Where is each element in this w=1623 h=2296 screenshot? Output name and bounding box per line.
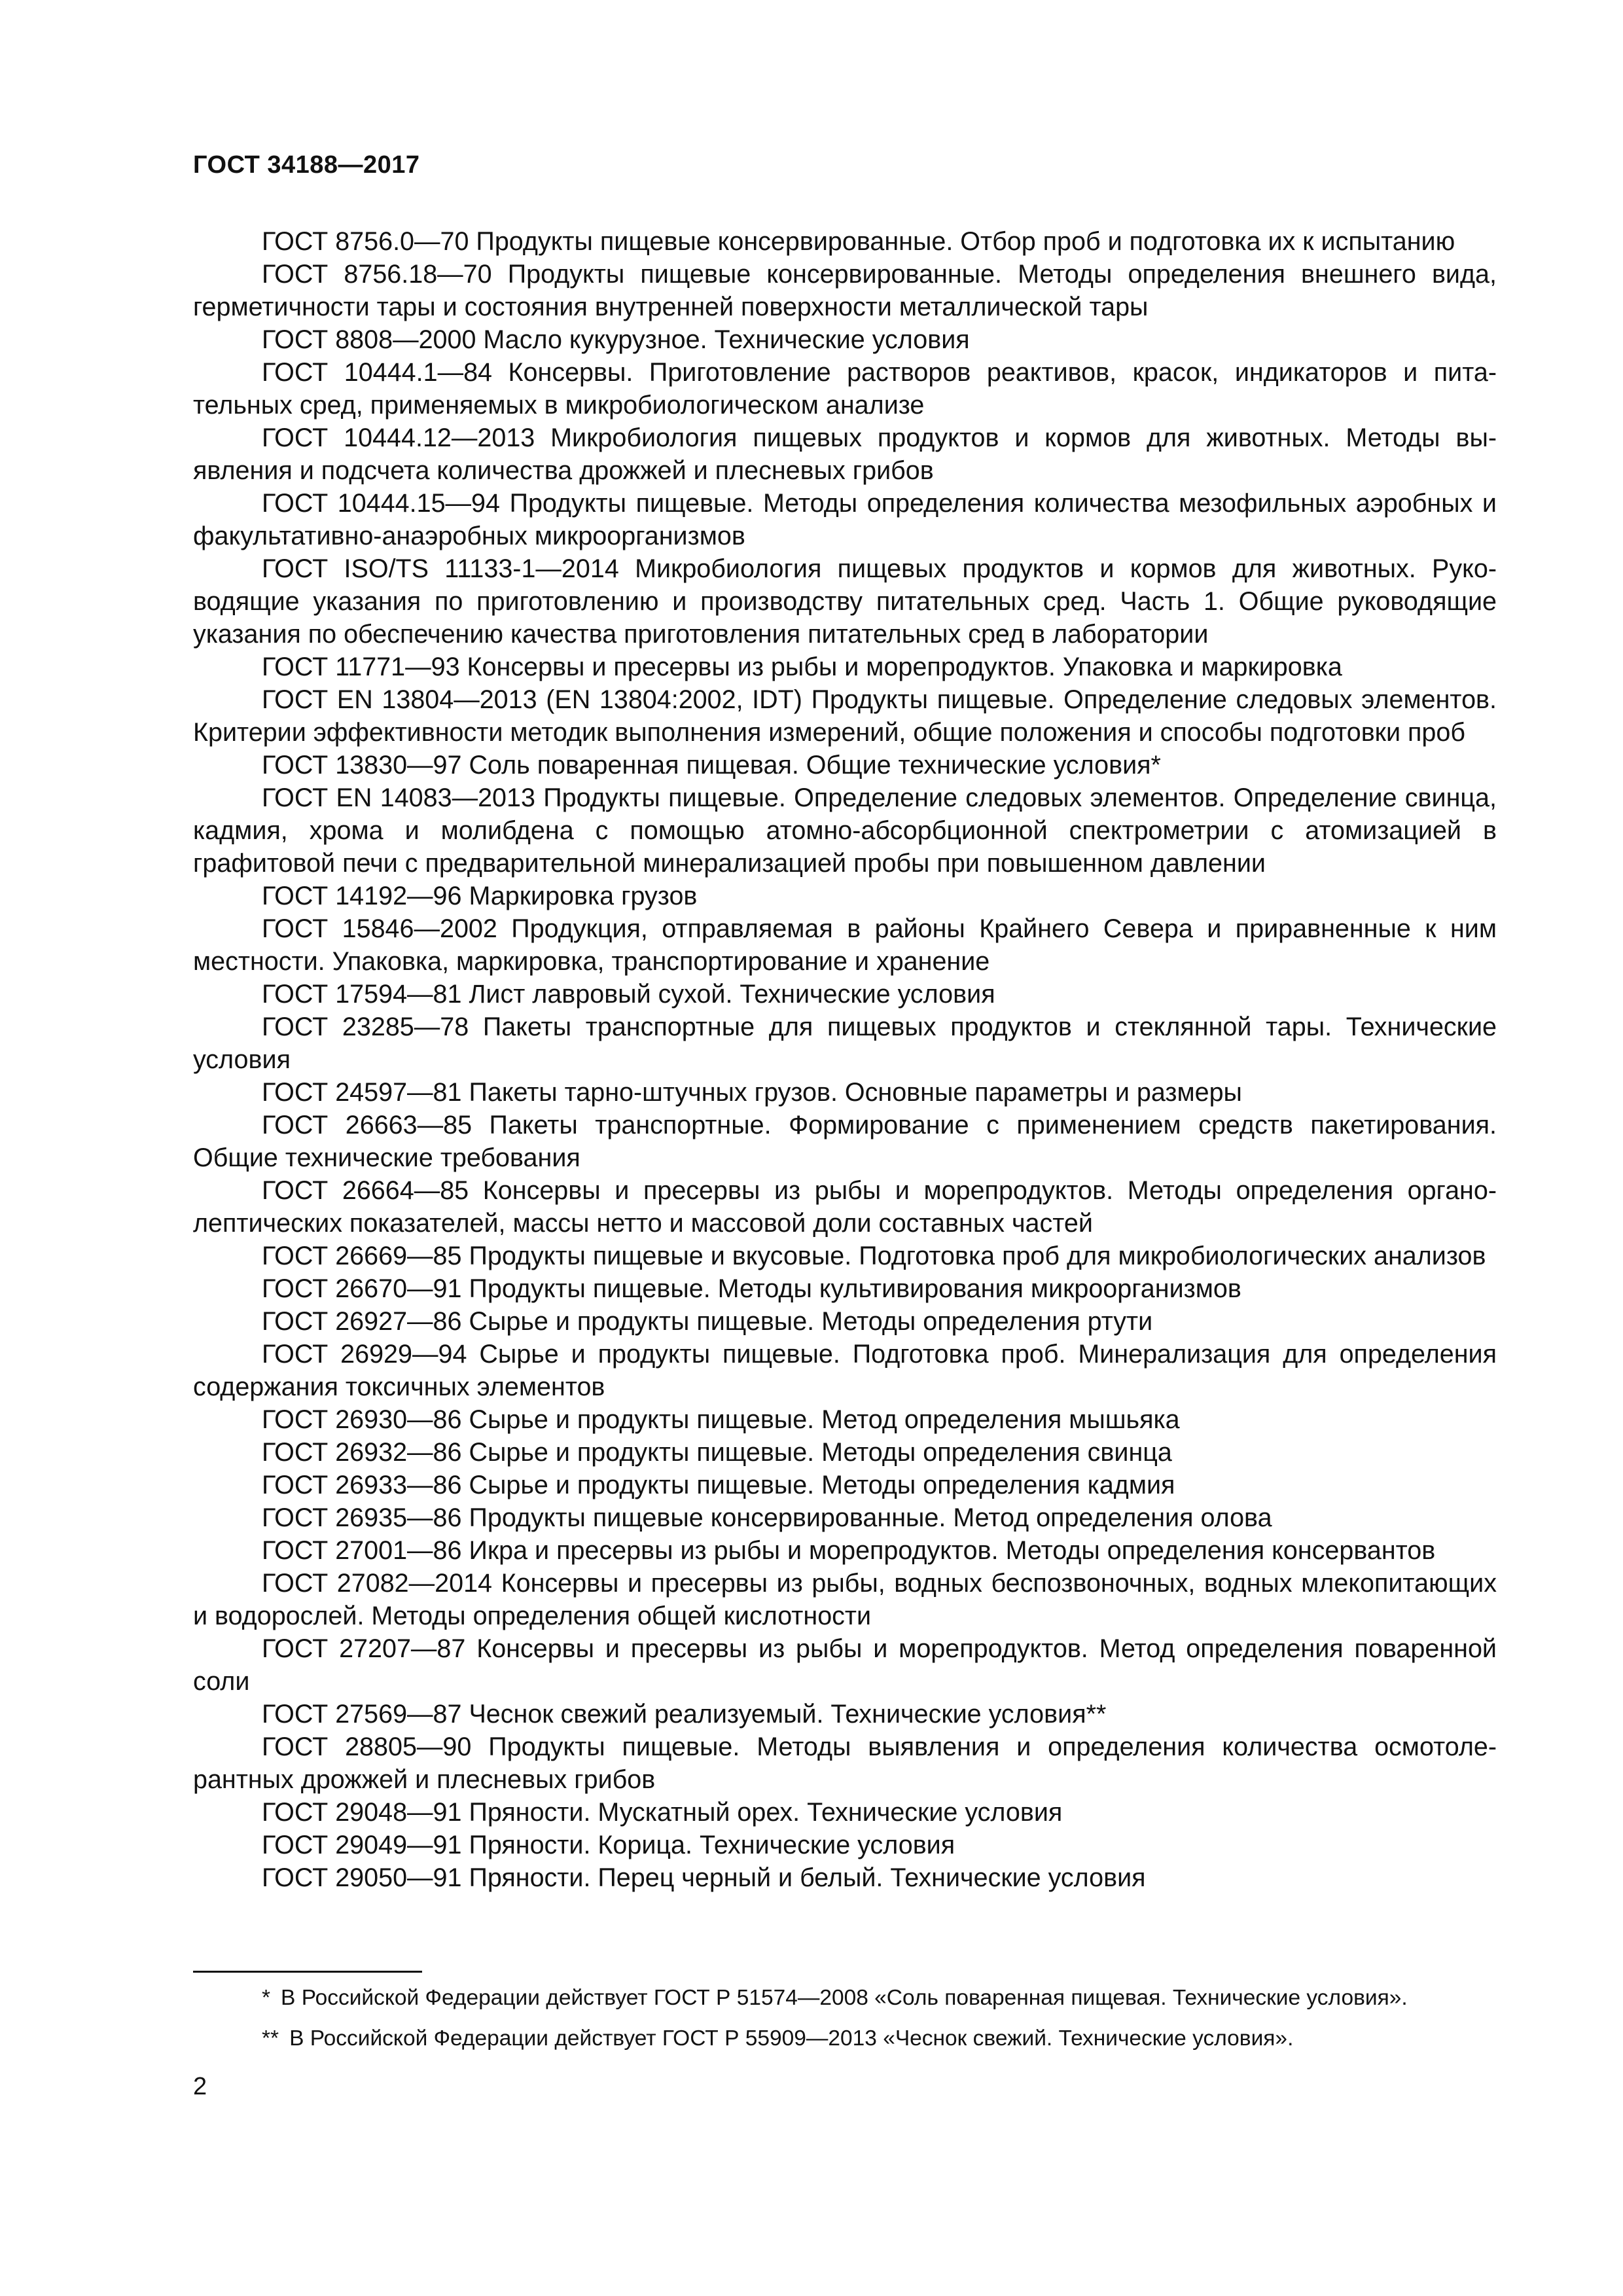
footnote-text: В Российской Федерации действует ГОСТ Р 51574—2008 «Соль поваренная пищевая. Технические условия». — [281, 1986, 1408, 2010]
reference-item: ГОСТ 26929—94 Сырье и продукты пищевые. Подготовка проб. Минерализация для определения содержания токсичных элементов — [193, 1340, 1497, 1401]
reference-item: ГОСТ 13830—97 Соль поваренная пищевая. Общие технические условия* — [262, 751, 1161, 780]
reference-item: ГОСТ 24597—81 Пакеты тарно-штучных грузов. Основные параметры и размеры — [262, 1078, 1242, 1107]
normative-references-list — [193, 225, 1497, 1894]
reference-item: ГОСТ 29048—91 Пряности. Мускатный орех. Технические условия — [262, 1798, 1063, 1827]
reference-item: ГОСТ 27569—87 Чеснок свежий реализуемый. Технические условия** — [262, 1700, 1107, 1729]
reference-item: ГОСТ 10444.12—2013 Микробиология пищевых продуктов и кормов для животных. Методы выявления и подсчета количества дрожжей и плесневых грибов — [193, 423, 1497, 485]
reference-item: ГОСТ 8756.0—70 Продукты пищевые консервированные. Отбор проб и подготовка их к испытанию — [262, 227, 1455, 256]
reference-item: ГОСТ 10444.1—84 Консервы. Приготовление растворов реактивов, красок, индикаторов и питательных сред, применяемых в микробиологическом анализе — [193, 358, 1497, 420]
reference-item: ГОСТ 17594—81 Лист лавровый сухой. Технические условия — [262, 980, 995, 1009]
reference-item: ГОСТ EN 13804—2013 (EN 13804:2002, IDT) Продукты пищевые. Определение следовых элементов. Критерии эффективности методик выполнения измерений, общие положения и способы подготовки проб — [193, 685, 1497, 747]
footnote-text: В Российской Федерации действует ГОСТ Р 55909—2013 «Чеснок свежий. Технические условия». — [289, 2026, 1294, 2051]
reference-item: ГОСТ 27082—2014 Консервы и пресервы из рыбы, водных беспозвоночных, водных млекопитающих и водорослей. Методы определения общей кислотности — [193, 1569, 1497, 1630]
reference-item: ГОСТ 26927—86 Сырье и продукты пищевые. Методы определения ртути — [262, 1307, 1153, 1336]
reference-item: ГОСТ 26930—86 Сырье и продукты пищевые. Метод определения мышьяка — [262, 1405, 1180, 1434]
document-code: ГОСТ 34188—2017 — [193, 151, 420, 179]
footnotes — [193, 1984, 1497, 2066]
reference-item: ГОСТ EN 14083—2013 Продукты пищевые. Определение следовых элементов. Определение свинца, кадмия, хрома и молибдена с помощью атомно-абсорбционной спектрометрии с атомизацией в графитовой печи с предварительной минерализацией пробы при повышенном давлении — [193, 783, 1497, 878]
reference-item: ГОСТ 14192—96 Маркировка грузов — [262, 882, 698, 910]
reference-item: ГОСТ 27207—87 Консервы и пресервы из рыбы и морепродуктов. Метод определения поваренной соли — [193, 1634, 1497, 1696]
reference-item: ГОСТ 11771—93 Консервы и пресервы из рыбы и морепродуктов. Упаковка и маркировка — [262, 653, 1342, 681]
reference-item: ГОСТ 26664—85 Консервы и пресервы из рыбы и морепродуктов. Методы определения органолептических показателей, массы нетто и массовой доли составных частей — [193, 1176, 1497, 1238]
reference-item: ГОСТ 27001—86 Икра и пресервы из рыбы и морепродуктов. Методы определения консервантов — [262, 1536, 1436, 1565]
footnote-mark: ** — [262, 2026, 279, 2051]
reference-item: ГОСТ 8808—2000 Масло кукурузное. Технические условия — [262, 325, 970, 354]
reference-item: ГОСТ 28805—90 Продукты пищевые. Методы выявления и определения количества осмотолерантных дрожжей и плесневых грибов — [193, 1732, 1497, 1794]
reference-item: ГОСТ 10444.15—94 Продукты пищевые. Методы определения количества мезофильных аэробных и факультативно-анаэробных микроорганизмов — [193, 489, 1497, 550]
footnote-item — [193, 2025, 1497, 2053]
reference-item: ГОСТ 26663—85 Пакеты транспортные. Формирование с применением средств пакетирования. Общие технические требования — [193, 1111, 1497, 1172]
reference-item: ГОСТ 23285—78 Пакеты транспортные для пищевых продуктов и стеклянной тары. Технические условия — [193, 1013, 1497, 1074]
reference-item: ГОСТ 29050—91 Пряности. Перец черный и белый. Технические условия — [262, 1863, 1146, 1892]
footnote-item — [193, 1984, 1497, 2012]
reference-item: ГОСТ 26933—86 Сырье и продукты пищевые. Методы определения кадмия — [262, 1471, 1175, 1499]
reference-item: ГОСТ ISO/TS 11133-1—2014 Микробиология пищевых продуктов и кормов для животных. Руководящие указания по приготовлению и производству питательных сред. Часть 1. Общие руководящие указания по обеспечению качества приготовления питательных сред в лаборатории — [193, 554, 1497, 649]
footnote-divider — [193, 1971, 422, 1973]
reference-item: ГОСТ 26935—86 Продукты пищевые консервированные. Метод определения олова — [262, 1503, 1272, 1532]
page-number: 2 — [193, 2073, 207, 2100]
reference-item: ГОСТ 15846—2002 Продукция, отправляемая в районы Крайнего Севера и приравненные к ним местности. Упаковка, маркировка, транспортирование и хранение — [193, 914, 1497, 976]
document-header — [193, 149, 420, 181]
footnote-mark: * — [262, 1986, 271, 2010]
reference-item: ГОСТ 26669—85 Продукты пищевые и вкусовые. Подготовка проб для микробиологических анализов — [262, 1242, 1486, 1270]
reference-item: ГОСТ 26670—91 Продукты пищевые. Методы культивирования микроорганизмов — [262, 1274, 1241, 1303]
reference-item: ГОСТ 8756.18—70 Продукты пищевые консервированные. Методы определения внешнего вида, герметичности тары и состояния внутренней поверхности металлической тары — [193, 260, 1497, 321]
reference-item: ГОСТ 29049—91 Пряности. Корица. Технические условия — [262, 1831, 955, 1859]
reference-item: ГОСТ 26932—86 Сырье и продукты пищевые. Методы определения свинца — [262, 1438, 1172, 1467]
